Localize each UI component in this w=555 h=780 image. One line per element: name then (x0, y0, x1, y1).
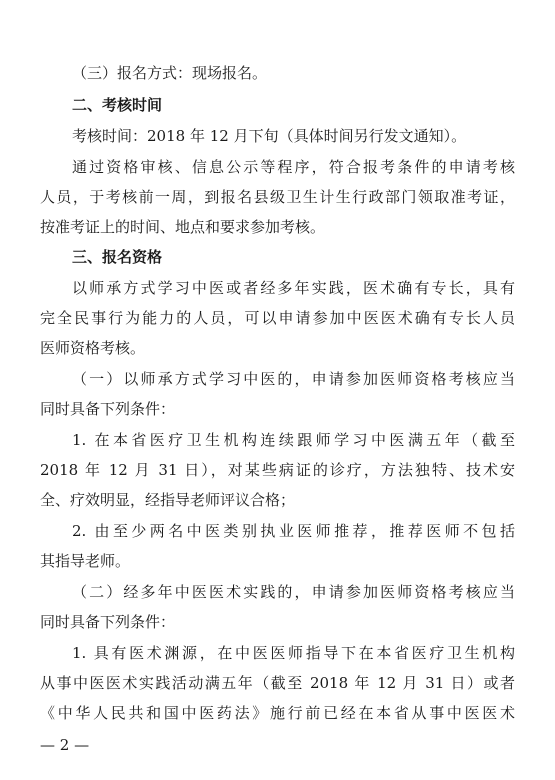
subsection-line: 同时具备下列条件： (40, 400, 176, 418)
paragraph-line: 人员，于考核前一周，到报名县级卫生计生行政部门领取准考证， (40, 188, 515, 206)
subsection-line: （一）以师承方式学习中医的，申请参加医师资格考核应当 (72, 370, 515, 388)
condition-line: 其指导老师。 (40, 552, 131, 570)
condition-line: 1. 在本省医疗卫生机构连续跟师学习中医满五年（截至 (72, 431, 515, 449)
section-heading-exam-time: 二、考核时间 (72, 96, 163, 114)
page-number: — 2 — (40, 736, 90, 754)
condition-line: 全、疗效明显，经指导老师评议合格； (40, 491, 296, 509)
subsection-line: 同时具备下列条件： (40, 613, 176, 631)
paragraph-line: 按准考证上的时间、地点和要求参加考核。 (40, 218, 326, 236)
section-heading-eligibility: 三、报名资格 (72, 248, 163, 266)
paragraph-line: 通过资格审核、信息公示等程序，符合报考条件的申请考核 (72, 158, 515, 176)
condition-line: 从事中医医术实践活动满五年（截至 2018 年 12 月 31 日）或者 (40, 674, 515, 692)
paragraph-line: 以师承方式学习中医或者经多年实践，医术确有专长，具有 (72, 279, 515, 297)
condition-line: 《中华人民共和国中医药法》施行前已经在本省从事中医医术 (40, 704, 515, 722)
paragraph-line: 医师资格考核。 (40, 339, 146, 357)
registration-method-line: （三）报名方式：现场报名。 (72, 64, 268, 82)
exam-time-line: 考核时间：2018 年 12 月下旬（具体时间另行发文通知）。 (72, 127, 467, 145)
paragraph-line: 完全民事行为能力的人员，可以申请参加中医医术确有专长人员 (40, 309, 515, 327)
condition-line: 1. 具有医术渊源，在中医医师指导下在本省医疗卫生机构 (72, 644, 515, 662)
condition-line: 2018 年 12 月 31 日），对某些病证的诊疗，方法独特、技术安 (40, 461, 515, 479)
subsection-line: （二）经多年中医医术实践的，申请参加医师资格考核应当 (72, 583, 515, 601)
condition-line: 2. 由至少两名中医类别执业医师推荐，推荐医师不包括 (72, 522, 515, 540)
